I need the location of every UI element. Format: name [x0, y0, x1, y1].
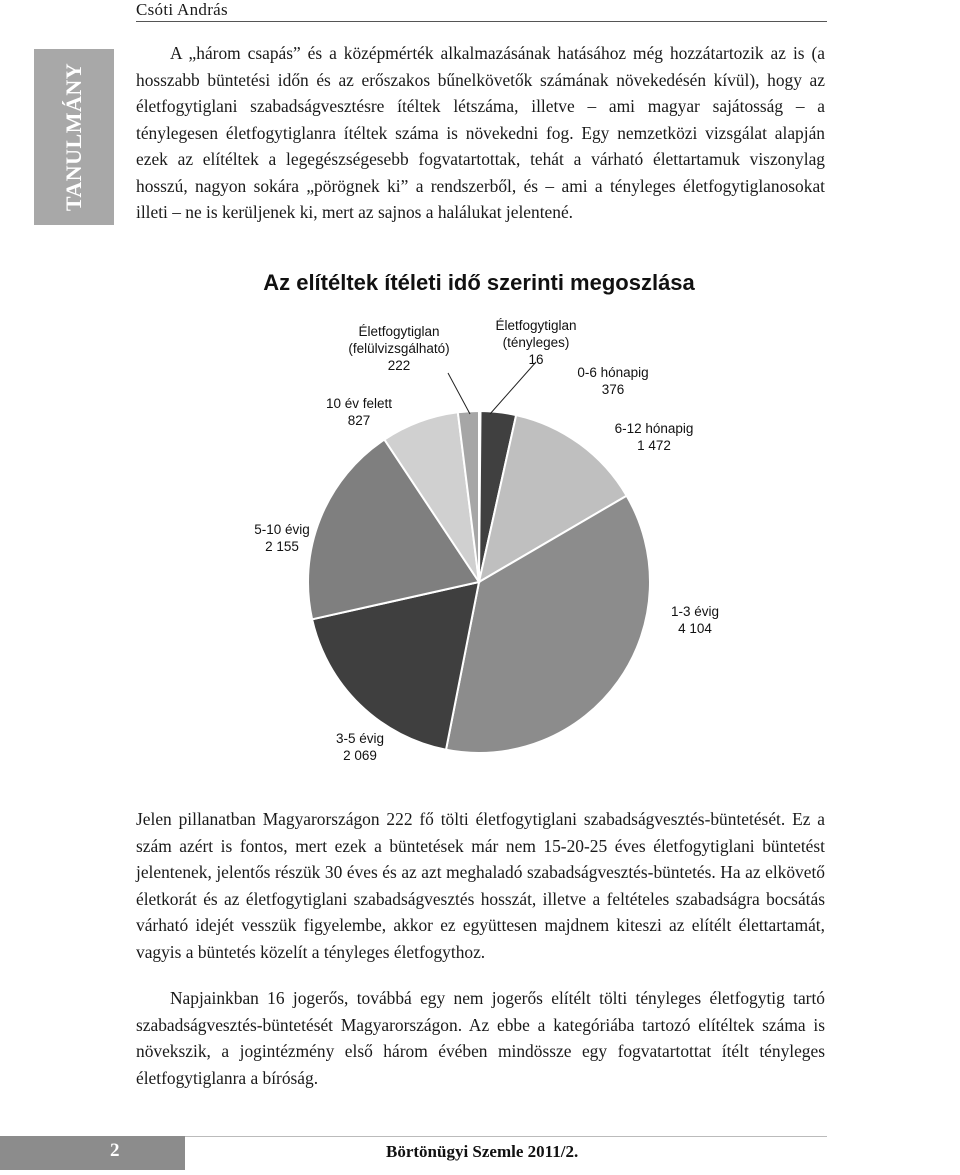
body-paragraph-3: Napjainkban 16 jogerős, továbbá egy nem jogerős elítélt tölti tényleges életfogytig tartó szabadságvesztés-büntetését Magyarországon. Az ebbe a kategóriába tartozó elítéltek száma is növekszik, a jogintézmény első három évében mindössze egy fogvatartottat ítélt tényleges életfogytiglanra a bíróság.: [136, 988, 825, 1088]
leader-line: [448, 373, 470, 414]
chart-title: Az elítéltek ítéleti idő szerinti megoszlása: [263, 270, 695, 295]
slice-value-label: 1 472: [637, 438, 671, 453]
header-divider: [136, 21, 827, 22]
slice-name-label: 0-6 hónapig: [577, 365, 649, 380]
slice-name-label: Életfogytiglan: [495, 318, 577, 333]
slice-name-label: (tényleges): [502, 335, 570, 350]
slice-name-label: (felülvizsgálható): [348, 341, 450, 356]
running-header-author: Csóti András: [136, 0, 228, 19]
slice-value-label: 16: [528, 352, 544, 367]
slice-name-label: 5-10 évig: [254, 522, 310, 537]
footer-bar: [0, 1136, 185, 1170]
slice-name-label: 3-5 évig: [335, 731, 385, 746]
slice-value-label: 2 155: [265, 539, 299, 554]
slice-value-label: 4 104: [678, 621, 712, 636]
slice-value-label: 222: [387, 358, 411, 373]
slice-name-label: 1-3 évig: [670, 604, 720, 619]
footer-divider: [185, 1136, 827, 1137]
leader-line: [490, 362, 536, 414]
body-paragraph-2: Jelen pillanatban Magyarországon 222 fő tölti életfogytiglani szabadságvesztés-büntetését. Ez a szám azért is fontos, mert ezek a büntetések már nem 15-20-25 éves életfogytiglani büntetést jelentenek, jelentős részük 30 éves és az azt meghaladó szabadságvesztés-büntetés. Ha az elkövető életkorát és az életfogytiglani szabadságvesztés hosszát, illetve a feltételes szabadságra bocsátás várható idejét vesszük figyelembe, akkor ez együttesen majdnem kiteszi az elítélt élettartamát, vagyis a büntetés közelít a tényleges életfogythoz.: [136, 809, 825, 962]
slice-name-label: 6-12 hónapig: [614, 421, 694, 436]
pie-chart-figure: [218, 262, 740, 792]
journal-name: Börtönügyi Szemle 2011/2.: [386, 1142, 579, 1161]
page-number: 2: [110, 1140, 120, 1161]
slice-name-label: Életfogytiglan: [358, 324, 440, 339]
slice-value-label: 376: [601, 382, 625, 397]
slice-value-label: 2 069: [343, 748, 377, 763]
pie-chart: [218, 262, 740, 792]
section-side-tab-label: TANULMÁNY: [61, 62, 86, 212]
slice-value-label: 827: [347, 413, 371, 428]
body-paragraph-1: A „három csapás” és a középmérték alkalmazásának hatásához még hozzátartozik az is (a hosszabb büntetési időn és az erőszakos bűnelkövetők számának növekedésén kívül), hogy az életfogytiglani szabadságvesztésre ítéltek létszáma, illetve – ami magyar sajátosság – a ténylegesen életfogytiglanra ítéltek száma is növekedni fog. Egy nemzetközi vizsgálat alapján ezek az elítéltek a legegészségesebb fogvatartottak, tehát a várható élettartamuk viszonylag hosszú, nagyon sokára „pörögnek ki” a rendszerből, és – ami a tényleges életfogytiglanosokat illeti – ne is kerüljenek ki, mert az sajnos a halálukat jelentené.: [136, 43, 825, 222]
slice-name-label: 10 év felett: [325, 396, 393, 411]
section-side-tab: [34, 49, 114, 225]
